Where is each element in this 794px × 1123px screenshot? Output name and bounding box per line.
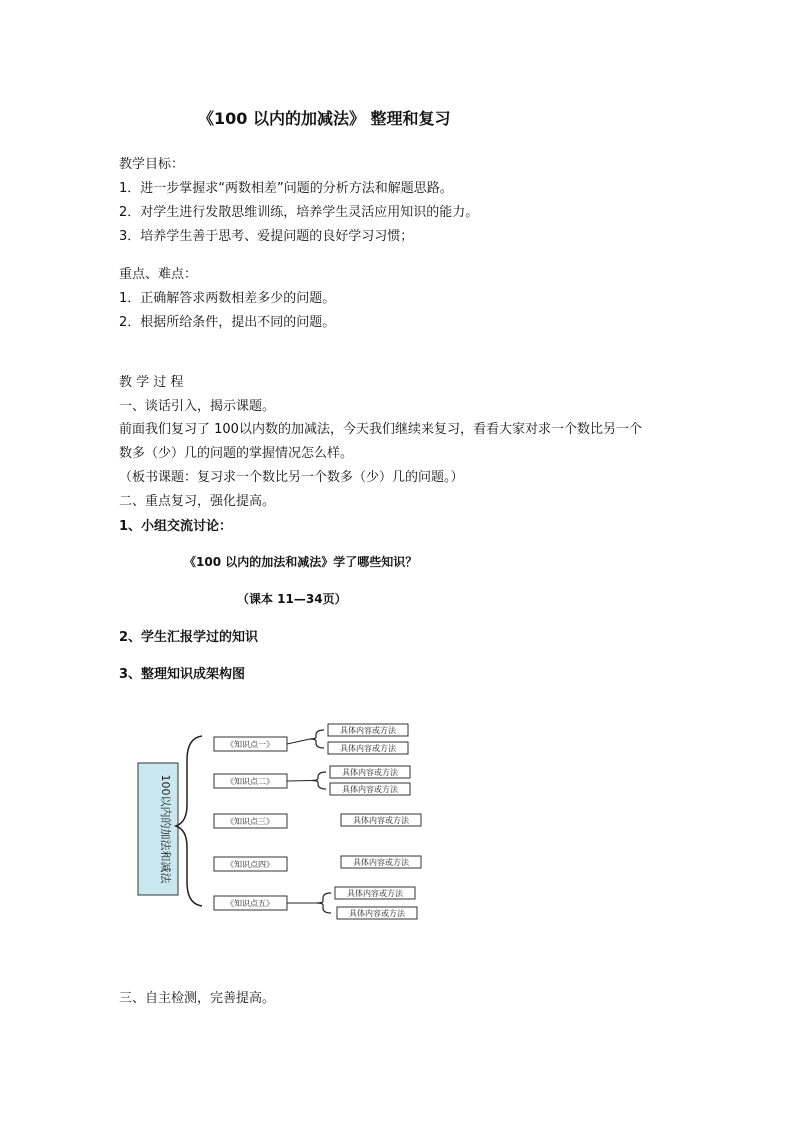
section-1-heading: 一、谈话引入，揭示课题。 <box>119 399 276 414</box>
content-leaf-label: 具体内容或方法 <box>340 744 396 753</box>
keypoint-item-1: 1．正确解答求两数相差多少的问题。 <box>119 291 336 306</box>
knowledge-node-label: 《知识点五》 <box>226 899 274 908</box>
content-leaf-label: 具体内容或方法 <box>340 726 396 735</box>
content-leaf-label: 具体内容或方法 <box>349 909 405 918</box>
objective-item-3: 3．培养学生善于思考、爱提问题的良好学习习惯； <box>119 229 414 244</box>
content-leaf-label: 具体内容或方法 <box>342 768 398 777</box>
intro-paragraph-line-2: 数多（少）几的问题的掌握情况怎么样。 <box>119 446 354 461</box>
section-3-heading: 三、自主检测，完善提高。 <box>119 991 276 1006</box>
content-leaf-label: 具体内容或方法 <box>342 785 398 794</box>
objective-item-1: 1．进一步掌握求“两数相差”问题的分析方法和解题思路。 <box>119 181 453 196</box>
sub-brace <box>312 772 326 789</box>
discussion-question: 《100 以内的加法和减法》学了哪些知识？ <box>184 555 418 569</box>
connector-line <box>287 739 310 744</box>
knowledge-node-label: 《知识点三》 <box>226 817 274 826</box>
content-leaf-label: 具体内容或方法 <box>347 889 403 898</box>
root-label: 100以内的加法和减法 <box>159 774 172 884</box>
board-note: （板书课题：复习求一个数比另一个数多（少）几的问题。） <box>119 470 464 485</box>
step-2-heading: 2、学生汇报学过的知识 <box>119 630 259 645</box>
main-brace <box>176 736 202 906</box>
section-2-heading: 二、重点复习，强化提高。 <box>119 494 276 509</box>
step-1-heading: 1、小组交流讨论： <box>119 519 233 534</box>
document-title: 《100 以内的加减法》 整理和复习 <box>198 109 451 128</box>
step-3-heading: 3、整理知识成架构图 <box>119 667 246 682</box>
process-heading: 教 学 过 程 <box>119 375 184 390</box>
textbook-pages: （课本 11—34页） <box>237 592 347 606</box>
sub-brace <box>310 730 324 748</box>
content-leaf-label: 具体内容或方法 <box>353 858 409 867</box>
keypoint-item-2: 2．根据所给条件，提出不同的问题。 <box>119 315 336 330</box>
knowledge-node-label: 《知识点四》 <box>226 860 274 869</box>
objectives-heading: 教学目标： <box>119 157 185 172</box>
knowledge-node-label: 《知识点二》 <box>226 777 274 786</box>
intro-paragraph-line-1: 前面我们复习了 100以内数的加减法，今天我们继续来复习，看看大家对求一个数比另一个 <box>119 422 642 437</box>
objective-item-2: 2．对学生进行发散思维训练，培养学生灵活应用知识的能力。 <box>119 205 479 220</box>
content-leaf-label: 具体内容或方法 <box>353 816 409 825</box>
knowledge-node-label: 《知识点一》 <box>226 740 274 749</box>
keypoints-heading: 重点、难点： <box>119 267 198 282</box>
sub-brace <box>317 893 331 913</box>
connector-line <box>287 781 312 782</box>
